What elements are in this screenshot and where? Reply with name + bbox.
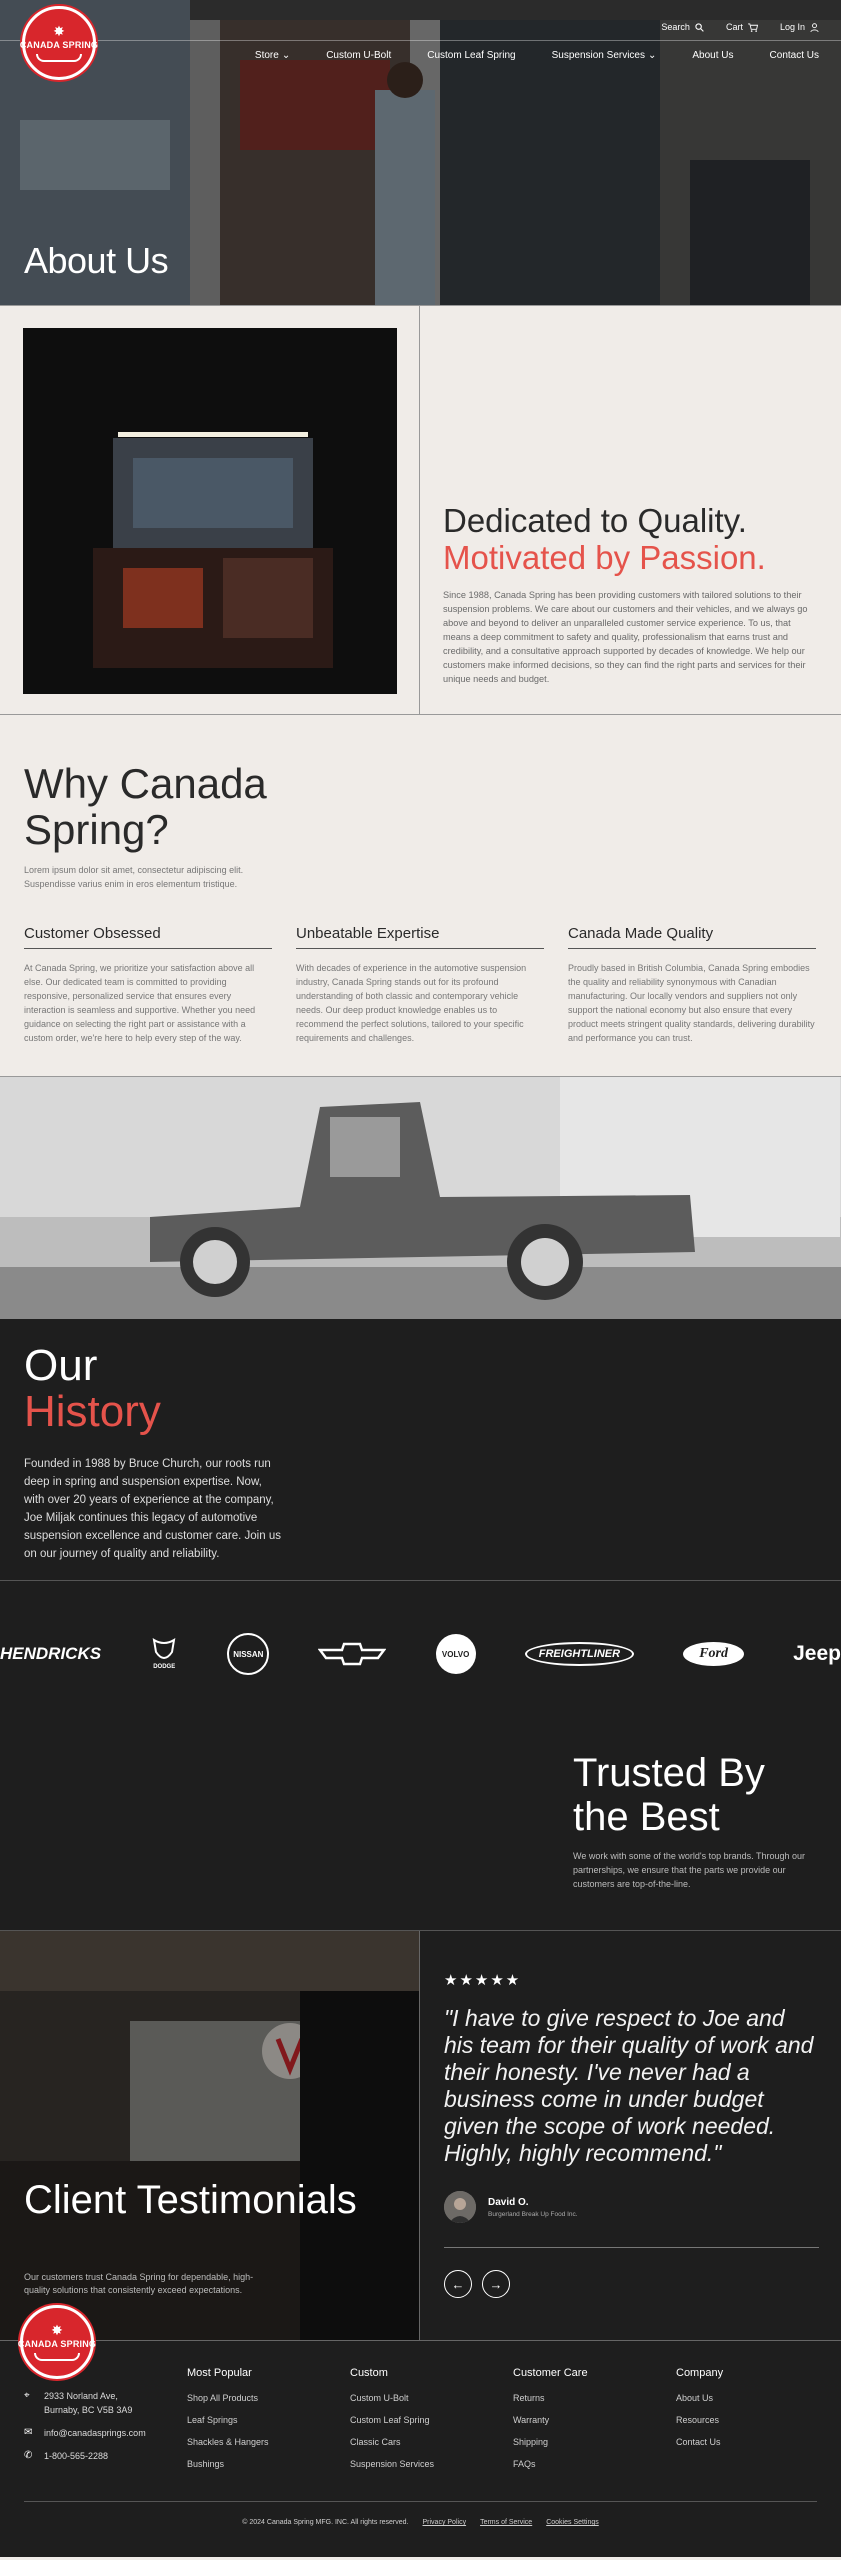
dedicated-heading-line1: Dedicated to Quality. <box>443 502 747 539</box>
cart-button[interactable] <box>726 22 758 32</box>
trusted-body: We work with some of the world's top brands. Through our partnerships, we ensure that the parts we provide our customers are top-of-the-line. <box>573 1851 805 1889</box>
dedicated-heading-line2: Motivated by Passion. <box>443 539 766 576</box>
logo-text: CANADA SPRING <box>19 40 99 50</box>
trusted-heading: Trusted By the Best <box>573 1751 765 1839</box>
truck-illustration <box>0 1077 841 1319</box>
nav-custom-u-bolt[interactable] <box>326 50 391 61</box>
brand-logo-ford <box>683 1642 744 1666</box>
brand-logo-nissan-text: NISSAN <box>233 1649 264 1659</box>
footer-logo[interactable] <box>17 2305 97 2379</box>
testimonials-image-panel <box>0 1931 420 2340</box>
chevron-down-icon: ⌄ <box>281 50 291 61</box>
nav-custom-leaf-spring-label: Custom Leaf Spring <box>427 50 516 61</box>
footer-divider <box>24 2501 817 2502</box>
feature-unbeatable-expertise <box>296 925 544 1045</box>
user-icon <box>810 23 819 32</box>
login-label: Log In <box>779 22 805 32</box>
footer-link[interactable]: Custom Leaf Spring <box>350 2415 430 2425</box>
brand-logo-hendricks: HENDRICKS <box>0 1644 102 1663</box>
rating-stars-icon: ★★★★★ <box>444 1972 522 1989</box>
nav-store[interactable] <box>255 50 290 61</box>
footer-link[interactable]: Resources <box>676 2415 720 2425</box>
brand-logo-nissan <box>227 1633 269 1675</box>
footer-link[interactable]: Suspension Services <box>350 2459 435 2469</box>
footer-phone[interactable] <box>24 2449 146 2463</box>
footer-contact <box>24 2389 146 2472</box>
address-line2: Burnaby, BC V5B 3A9 <box>44 2405 133 2415</box>
footer-link[interactable]: Bushings <box>187 2459 225 2469</box>
login-button[interactable] <box>780 22 819 32</box>
brand-logo-dodge <box>150 1638 178 1670</box>
nav-contact-us-label: Contact Us <box>769 50 819 61</box>
footer-link[interactable]: Shackles & Hangers <box>187 2437 269 2447</box>
copyright-text: © 2024 Canada Spring MFG. INC. All rights reserved. <box>242 2519 409 2526</box>
dodge-ram-icon <box>150 1638 178 1664</box>
address-line1: 2933 Norland Ave, <box>44 2391 118 2401</box>
feature-title: Canada Made Quality <box>568 925 816 949</box>
nav-suspension-services-label: Suspension Services <box>551 50 645 61</box>
nav-custom-leaf-spring[interactable] <box>427 50 515 61</box>
history-heading-line1: Our <box>24 1341 98 1390</box>
footer-column-custom <box>350 2367 513 2481</box>
testimonials-heading: Client Testimonials <box>24 2178 357 2222</box>
footer-column-title: Most Popular <box>187 2367 252 2379</box>
footer-email[interactable] <box>24 2426 146 2440</box>
footer <box>0 2322 841 2557</box>
testimonials-subheading: Our customers trust Canada Spring for dependable, high-quality solutions that consistently exceed expectations. <box>24 2272 254 2295</box>
feature-title: Customer Obsessed <box>24 925 272 949</box>
arrow-left-icon: ← <box>451 2276 465 2292</box>
cart-label: Cart <box>725 22 743 32</box>
logo-ribbon <box>34 2353 80 2361</box>
author-company: Burgerland Break Up Food Inc. <box>488 2210 578 2218</box>
feature-customer-obsessed <box>24 925 272 1045</box>
footer-column-title: Customer Care <box>513 2367 588 2379</box>
footer-link[interactable]: FAQs <box>513 2459 536 2469</box>
footer-logo-text: CANADA SPRING <box>17 2339 97 2349</box>
footer-legal <box>0 2519 841 2526</box>
footer-link[interactable]: Shipping <box>513 2437 549 2447</box>
features-list <box>24 925 817 1045</box>
search-icon <box>695 23 704 32</box>
footer-column-company <box>676 2367 839 2481</box>
brand-logo-ford-text: Ford <box>699 1646 728 1661</box>
maple-leaf-icon: ✸ <box>51 2322 63 2338</box>
footer-link[interactable]: Custom U-Bolt <box>350 2393 409 2403</box>
feature-canada-made-quality <box>568 925 816 1045</box>
why-subheading: Lorem ipsum dolor sit amet, consectetur adipiscing elit. Suspendisse varius enim in eros elementum tristique. <box>24 865 244 889</box>
brand-logo-jeep: Jeep <box>793 1642 841 1665</box>
chevron-down-icon: ⌄ <box>648 50 657 61</box>
avatar <box>444 2191 476 2223</box>
truck-image <box>0 1077 841 1319</box>
maple-leaf-icon: ✸ <box>53 23 65 39</box>
search-label: Search <box>661 22 690 32</box>
phone-icon: ✆ <box>24 2450 33 2461</box>
terms-of-service-link[interactable]: Terms of Service <box>480 2519 533 2526</box>
footer-link[interactable]: Shop All Products <box>187 2393 259 2403</box>
dedicated-image-panel <box>0 306 420 714</box>
testimonial-quote: "I have to give respect to Joe and his team for their quality of work and their honesty. I've never had a business come in under budget given the scope of work needed. Highly, highly recommend." <box>444 2005 814 2166</box>
dedicated-body: Since 1988, Canada Spring has been providing customers with tailored solutions to their suspension problems. We care about our customers and their vehicles, and we always go above and beyond to deliver an unparalleled customer service experience. To us, that means a deep commitment to safety and quality, professionalism that earns trust and credibility, and a consultative approach supported by decades of knowledge. We help our customers make informed decisions, so they can find the right parts and services for their unique needs and budget. <box>443 590 808 684</box>
main-nav <box>219 50 819 61</box>
cookies-settings-link[interactable]: Cookies Settings <box>546 2519 599 2526</box>
history-body: Founded in 1988 by Bruce Church, our roots run deep in spring and suspension expertise. Now, with over 20 years of experience at the company, Joe Miljak continues this legacy of automotive suspension excellence and customer care. Join us on our journey of quality and reliability. <box>24 1458 281 1560</box>
chevrolet-bowtie-icon <box>318 1642 386 1666</box>
workshop-image <box>23 328 397 694</box>
feature-title: Unbeatable Expertise <box>296 925 544 949</box>
feature-body: Proudly based in British Columbia, Canada Spring embodies the quality and reliability synonymous with Canadian manufacturing. Our locally vendors and suppliers not only support the national economy but also ensure that every product meets stringent quality standards, delivering durability and performance you can trust. <box>568 963 815 1043</box>
footer-column-title: Custom <box>350 2367 388 2379</box>
mail-icon: ✉ <box>24 2427 33 2438</box>
nav-contact-us[interactable] <box>770 50 819 61</box>
nav-about-us-label: About Us <box>692 50 734 61</box>
nav-store-label: Store <box>254 50 279 61</box>
trusted-block <box>573 1751 823 1891</box>
nav-suspension-services[interactable] <box>552 50 657 61</box>
footer-link[interactable]: Contact Us <box>676 2437 721 2447</box>
footer-link[interactable]: Warranty <box>513 2415 550 2425</box>
workshop-illustration <box>23 328 397 694</box>
testimonial-author <box>444 2191 819 2223</box>
brand-logo-freightliner-text: FREIGHTLINER <box>538 1648 621 1660</box>
why-heading: Why Canada Spring? <box>24 760 267 853</box>
footer-link[interactable]: Returns <box>513 2393 545 2403</box>
author-name: David O. <box>488 2196 529 2208</box>
prev-arrow-button[interactable] <box>444 2270 472 2298</box>
testimonials-section <box>0 1931 841 2341</box>
footer-link[interactable]: Classic Cars <box>350 2437 401 2447</box>
brand-logo-volvo-text: VOLVO <box>441 1649 470 1659</box>
privacy-policy-link[interactable]: Privacy Policy <box>422 2519 467 2526</box>
footer-column-most-popular <box>187 2367 350 2481</box>
testimonial-divider <box>444 2247 819 2248</box>
footer-link[interactable]: About Us <box>676 2393 714 2403</box>
avatar-photo <box>444 2191 476 2223</box>
why-section <box>0 715 841 1077</box>
dedicated-section <box>0 305 841 715</box>
carousel-controls <box>444 2270 819 2298</box>
brand-logo-volvo <box>436 1634 476 1674</box>
feature-body: At Canada Spring, we prioritize your satisfaction above all else. Our dedicated team is committed to providing responsive, personalized service that ensures every interaction is seamless and supportive. Whether you need guidance on selecting the right part or assistance with a custom order, we're here to help every step of the way. <box>24 963 256 1043</box>
footer-columns <box>187 2367 839 2481</box>
brand-logo-dodge-text: DODGE <box>153 1664 176 1670</box>
map-pin-icon: ⌖ <box>24 2390 30 2401</box>
history-section <box>0 1319 841 1581</box>
next-arrow-button[interactable] <box>482 2270 510 2298</box>
nav-about-us[interactable] <box>692 50 733 61</box>
feature-body: With decades of experience in the automotive suspension industry, Canada Spring stands out for its profound understanding of both classic and contemporary vehicle needs. Our deep product knowledge enables us to recommend the perfect solutions, tailored to your specific requirements and challenges. <box>296 963 527 1043</box>
arrow-right-icon: → <box>489 2276 503 2292</box>
dedicated-text-panel <box>420 306 841 714</box>
site-logo[interactable] <box>19 6 99 80</box>
history-heading-line2: History <box>24 1387 161 1436</box>
brands-section <box>0 1581 841 1931</box>
search-button[interactable] <box>661 22 704 32</box>
footer-column-title: Company <box>676 2367 724 2379</box>
phone-link[interactable]: 1-800-565-2288 <box>44 2451 109 2461</box>
utility-bar <box>661 22 819 32</box>
testimonial-panel <box>420 1931 841 2340</box>
page-title: About Us <box>24 240 169 281</box>
footer-column-customer-care <box>513 2367 676 2481</box>
header-divider <box>0 40 841 41</box>
footer-link[interactable]: Leaf Springs <box>187 2415 238 2425</box>
hero <box>0 0 841 305</box>
cart-icon <box>748 23 758 32</box>
brand-logo-freightliner <box>525 1642 634 1666</box>
logo-ribbon <box>36 54 82 62</box>
footer-address <box>24 2389 146 2417</box>
email-link[interactable]: info@canadasprings.com <box>44 2428 146 2438</box>
nav-custom-u-bolt-label: Custom U-Bolt <box>326 50 392 61</box>
brand-logos <box>0 1633 841 1675</box>
